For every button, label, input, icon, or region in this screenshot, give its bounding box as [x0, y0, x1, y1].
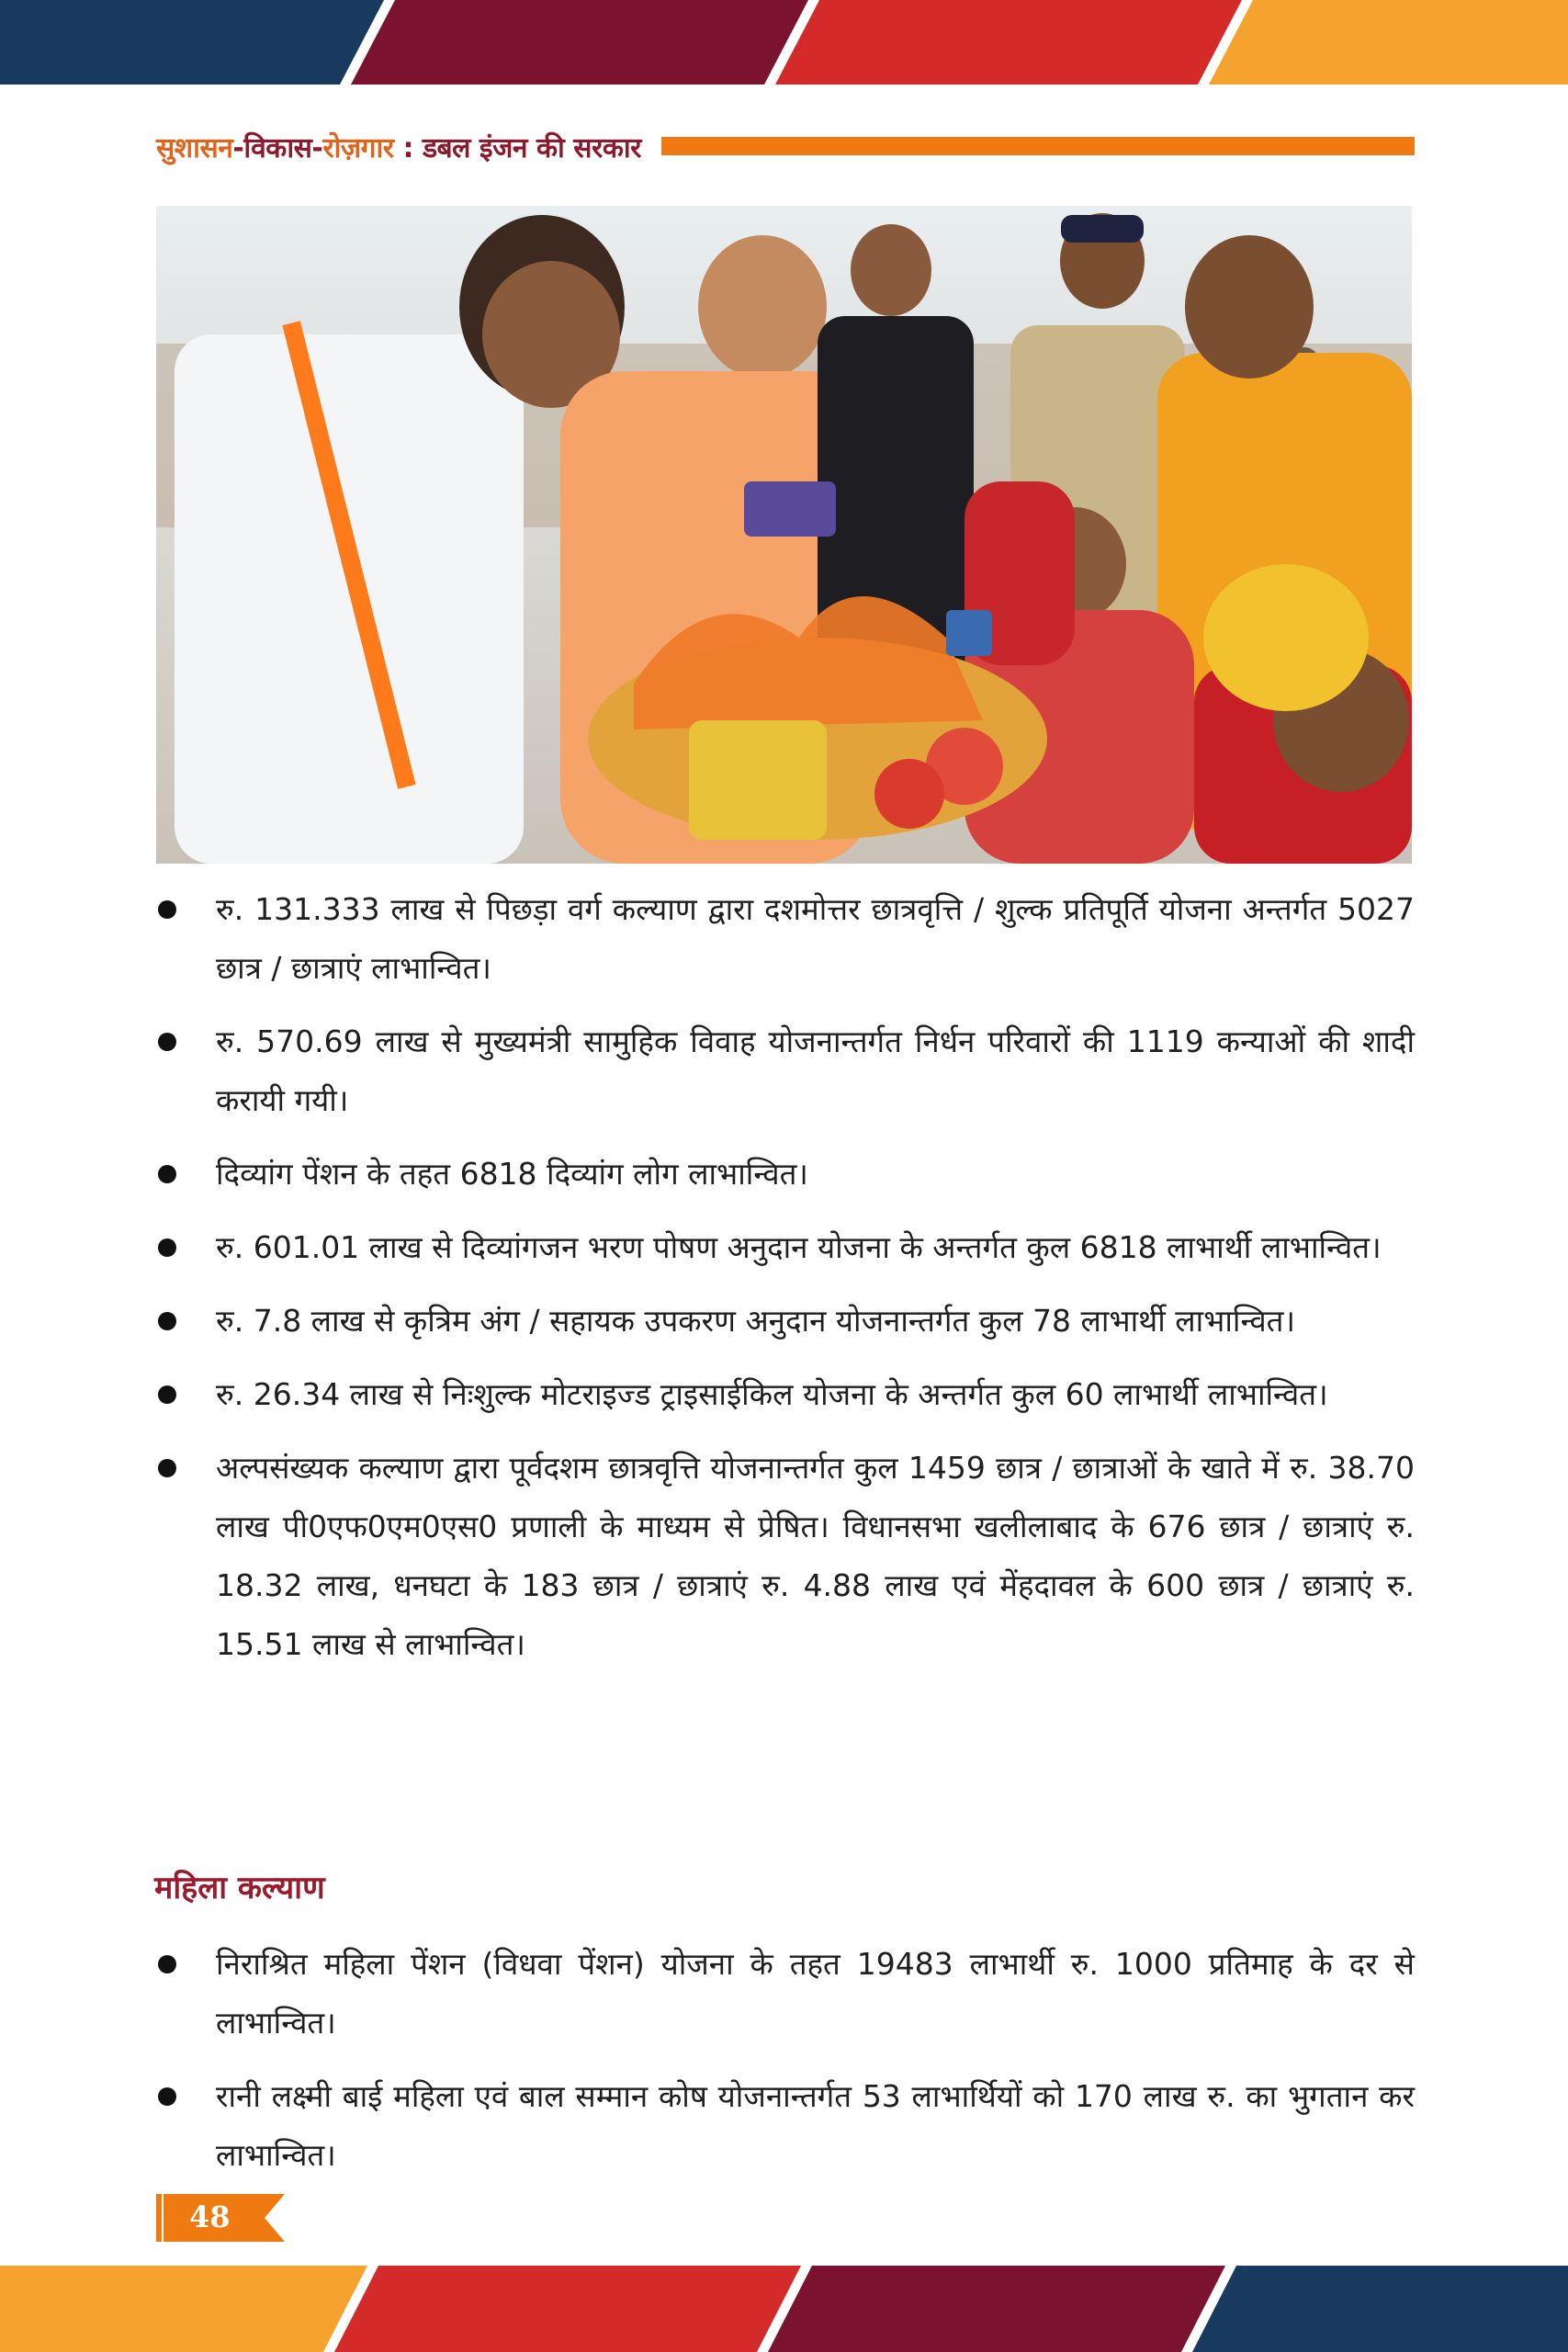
- list-item-text: रु. 131.333 लाख से पिछड़ा वर्ग कल्याण द्वारा दशमोत्तर छात्रवृत्ति / शुल्क प्रतिपूर्ति योजना अन्तर्गत 5027 छात्र / छात्राएं लाभान्वित।: [216, 891, 1415, 986]
- event-photo: [156, 206, 1412, 864]
- list-item: [156, 1935, 1415, 2052]
- header-title-separator-1: -: [232, 131, 244, 164]
- list-item: [156, 1012, 1415, 1130]
- list-item-text: रु. 7.8 लाख से कृत्रिम अंग / सहायक उपकरण अनुदान योजनान्तर्गत कुल 78 लाभार्थी लाभान्वित।: [216, 1303, 1295, 1339]
- header-title-part-1: सुशासन: [156, 131, 233, 164]
- list-item: [156, 1292, 1415, 1351]
- list-item-text: रु. 26.34 लाख से निःशुल्क मोटराइज्ड ट्राइसाईकिल योजना के अन्तर्गत कुल 60 लाभार्थी लाभान्वित।: [216, 1376, 1328, 1412]
- bottom-decorative-band: [0, 2266, 1568, 2352]
- list-item: [156, 880, 1415, 998]
- bullet-icon: [158, 900, 176, 919]
- header-title-part-4: : डबल इंजन की सरकार: [393, 131, 641, 164]
- header-rule: [661, 137, 1415, 155]
- page-number: 48: [189, 2199, 231, 2234]
- header-title-separator-2: -: [311, 131, 323, 164]
- bullet-icon: [158, 1033, 176, 1051]
- section-heading: महिला कल्याण: [154, 1870, 325, 1906]
- header-title-part-2: विकास: [243, 131, 312, 164]
- scheme-bullet-list: [156, 880, 1415, 1689]
- list-item-text: रु. 570.69 लाख से मुख्यमंत्री सामुहिक विवाह योजनान्तर्गत निर्धन परिवारों की 1119 कन्याओं की शादी करायी गयी।: [216, 1023, 1415, 1118]
- list-item: [156, 1218, 1415, 1277]
- bullet-icon: [158, 1385, 176, 1404]
- list-item: [156, 1145, 1415, 1204]
- list-item: [156, 1365, 1415, 1424]
- list-item-text: रु. 601.01 लाख से दिव्यांगजन भरण पोषण अनुदान योजना के अन्तर्गत कुल 6818 लाभार्थी लाभान्वित।: [216, 1229, 1382, 1265]
- header-title-part-3: रोज़गार: [322, 131, 394, 164]
- list-item-text: निराश्रित महिला पेंशन (विधवा पेंशन) योजना के तहत 19483 लाभार्थी रु. 1000 प्रतिमाह के दर से लाभान्वित।: [216, 1946, 1415, 2041]
- bullet-icon: [158, 1459, 176, 1477]
- bullet-icon: [158, 1955, 176, 1973]
- bullet-icon: [158, 1165, 176, 1183]
- list-item: [156, 1439, 1415, 1674]
- list-item: [156, 2067, 1415, 2185]
- header-title: [156, 128, 641, 165]
- page-header: [156, 123, 1415, 169]
- bullet-icon: [158, 2087, 176, 2106]
- top-decorative-band: [0, 0, 1568, 85]
- list-item-text: अल्पसंख्यक कल्याण द्वारा पूर्वदशम छात्रवृत्ति योजनान्तर्गत कुल 1459 छात्र / छात्राओं के खाते में रु. 38.70 लाख पी0एफ0एम0एस0 प्रणाली के माध्यम से प्रेषित। विधानसभा खलीलाबाद के 676 छात्र / छात्राएं रु. 18.32 लाख, धनघटा के 183 छात्र / छात्राएं रु. 4.88 लाख एवं मेंहदावल के 600 छात्र / छात्राएं रु. 15.51 लाख से लाभान्वित।: [216, 1450, 1415, 1662]
- page-number-badge: [156, 2194, 285, 2242]
- photo-icon: [156, 206, 1412, 864]
- bullet-icon: [158, 1312, 176, 1330]
- list-item-text: रानी लक्ष्मी बाई महिला एवं बाल सम्मान कोष योजनान्तर्गत 53 लाभार्थियों को 170 लाख रु. का भुगतान कर लाभान्वित।: [216, 2078, 1415, 2173]
- women-welfare-bullet-list: [156, 1935, 1415, 2199]
- bullet-icon: [158, 1238, 176, 1257]
- list-item-text: दिव्यांग पेंशन के तहत 6818 दिव्यांग लोग लाभान्वित।: [216, 1156, 808, 1192]
